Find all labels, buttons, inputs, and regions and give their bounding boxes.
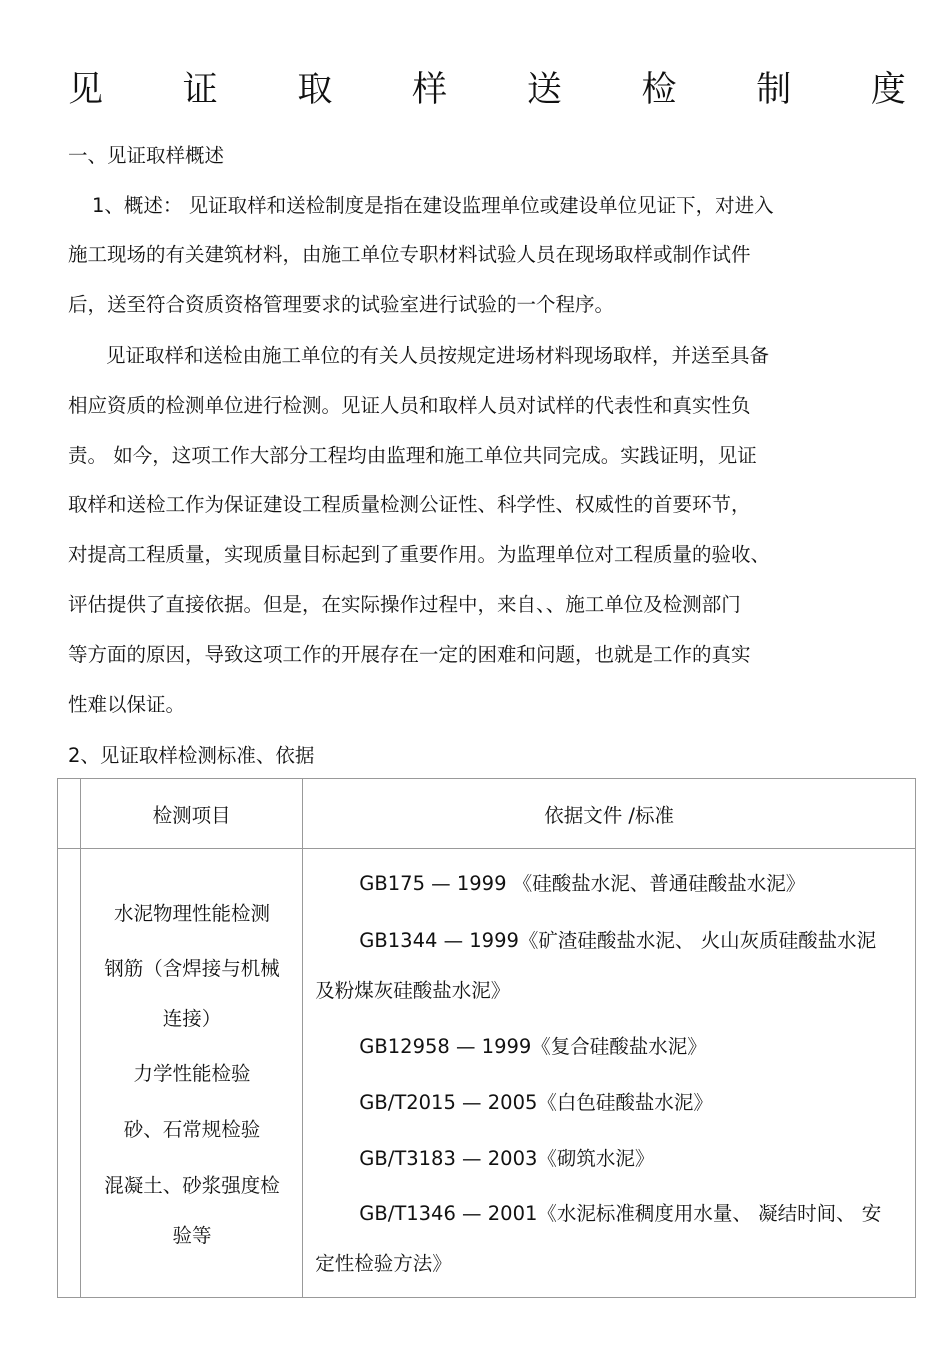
- paragraph-line: 评估提供了直接依据。但是，在实际操作过程中，来自、、施工单位及检测部门: [68, 593, 741, 616]
- paragraph-line: 相应资质的检测单位进行检测。见证人员和取样人员对试样的代表性和真实性负: [68, 394, 751, 417]
- test-item: 砂、石常规检验: [123, 1118, 261, 1141]
- standard-line: GB/T2015 — 2005《白色硅酸盐水泥》: [359, 1091, 713, 1114]
- title-char: 证: [182, 70, 218, 110]
- standard-line: GB12958 — 1999《复合硅酸盐水泥》: [359, 1035, 707, 1058]
- paragraph-line: 责。 如今，这项工作大部分工程均由监理和施工单位共同完成。实践证明，见证: [68, 444, 757, 467]
- test-item: 钢筋（含焊接与机械: [104, 957, 280, 980]
- paragraph-line: 施工现场的有关建筑材料，由施工单位专职材料试验人员在现场取样或制作试件: [68, 243, 751, 266]
- standard-line: GB1344 — 1999《矿渣硅酸盐水泥、 火山灰质硅酸盐水泥: [359, 929, 877, 952]
- document-title: [68, 66, 906, 114]
- title-char: 送: [526, 70, 562, 110]
- title-char: 度: [870, 70, 906, 110]
- table-blank-cell: [58, 779, 81, 849]
- section-heading-standards: 2、见证取样检测标准、依据: [68, 744, 315, 767]
- paragraph-line: 等方面的原因，导致这项工作的开展存在一定的困难和问题，也就是工作的真实: [68, 643, 751, 666]
- paragraph-line: 见证取样和送检由施工单位的有关人员按规定进场材料现场取样，并送至具备: [106, 344, 770, 367]
- title-char: 检: [641, 70, 677, 110]
- table-blank-cell: [58, 849, 81, 1298]
- table-row: [58, 849, 916, 1298]
- test-items-cell: [81, 849, 303, 1298]
- standards-table: [57, 778, 916, 1298]
- paragraph-line: 1、概述： 见证取样和送检制度是指在建设监理单位或建设单位见证下，对进入: [92, 194, 774, 217]
- title-char: 取: [297, 70, 333, 110]
- table-header-item: 检测项目: [81, 779, 303, 849]
- test-item: 水泥物理性能检测: [114, 902, 271, 925]
- title-char: 见: [68, 70, 104, 110]
- paragraph-line: 取样和送检工作为保证建设工程质量检测公证性、科学性、权威性的首要环节，: [68, 493, 751, 516]
- paragraph-line: 对提高工程质量，实现质量目标起到了重要作用。为监理单位对工程质量的验收、: [68, 543, 771, 566]
- test-item: 混凝土、砂浆强度检: [104, 1174, 280, 1197]
- standard-line: 及粉煤灰硅酸盐水泥》: [315, 979, 511, 1002]
- standard-line: GB/T3183 — 2003《砌筑水泥》: [359, 1147, 655, 1170]
- test-item: 力学性能检验: [133, 1062, 251, 1085]
- standards-cell: [303, 849, 916, 1298]
- table-header-row: [58, 779, 916, 849]
- title-char: 制: [756, 70, 792, 110]
- title-char: 样: [412, 70, 448, 110]
- test-item: 连接）: [162, 1007, 222, 1030]
- standard-line: GB/T1346 — 2001《水泥标准稠度用水量、 凝结时间、 安: [359, 1202, 882, 1225]
- test-item: 验等: [172, 1224, 212, 1247]
- paragraph-line: 后，送至符合资质资格管理要求的试验室进行试验的一个程序。: [68, 293, 615, 316]
- section-heading-overview: 一、见证取样概述: [68, 144, 225, 167]
- standard-line: GB175 — 1999 《硅酸盐水泥、普通硅酸盐水泥》: [359, 872, 806, 895]
- paragraph-line: 性难以保证。: [68, 693, 186, 716]
- table-header-standard: 依据文件 /标准: [303, 779, 916, 849]
- standard-line: 定性检验方法》: [315, 1252, 452, 1275]
